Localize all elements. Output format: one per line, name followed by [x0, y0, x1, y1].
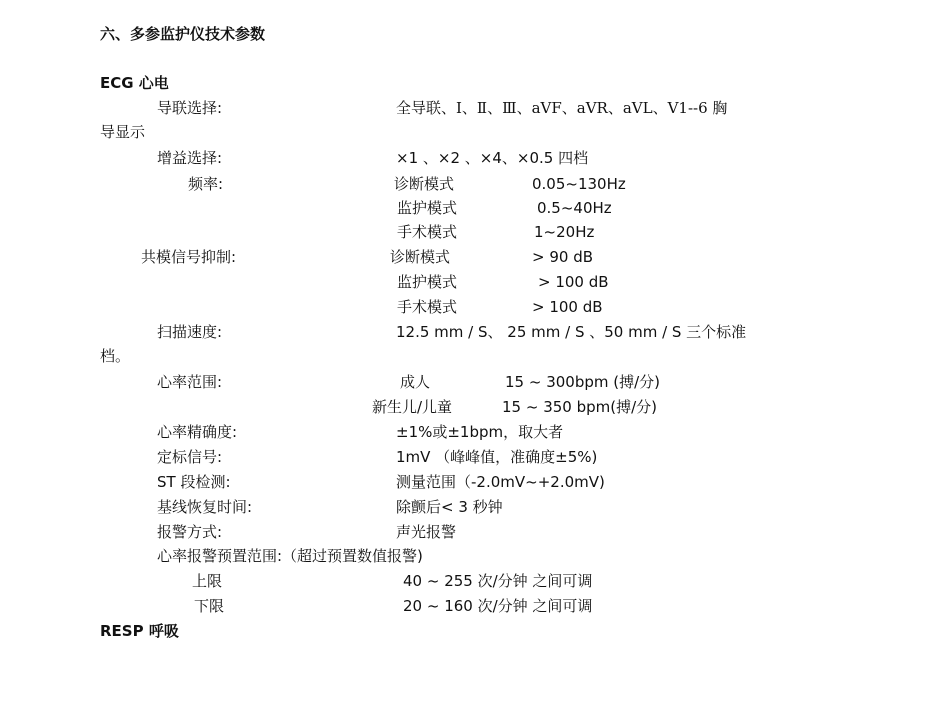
hr-accuracy-value: ±1%或±1bpm，取大者	[396, 423, 564, 441]
cmrr-mode-surgery: 手术模式	[397, 298, 458, 316]
frequency-mode-surgery: 手术模式	[397, 223, 458, 241]
hr-range-value-adult: 15 ~ 300bpm (搏/分)	[505, 373, 661, 391]
hr-range-group-adult: 成人	[400, 373, 431, 391]
baseline-recovery-value: 除颤后< 3 秒钟	[396, 498, 503, 516]
frequency-value-monitor: 0.5~40Hz	[537, 199, 612, 217]
alarm-lower-value: 20 ~ 160 次/分钟 之间可调	[403, 597, 593, 615]
resp-heading: RESP 呼吸	[100, 622, 179, 640]
frequency-mode-diagnostic: 诊断模式	[394, 175, 455, 193]
gain-select-value: ×1 、×2 、×4、×0.5 四档	[396, 149, 589, 167]
gain-select-label: 增益选择:	[157, 149, 223, 167]
baseline-recovery-label: 基线恢复时间:	[157, 498, 253, 516]
document-title: 六、多参监护仪技术参数	[100, 25, 266, 43]
hr-range-value-child: 15 ~ 350 bpm(搏/分)	[502, 398, 658, 416]
cmrr-value-monitor: > 100 dB	[538, 273, 609, 291]
alarm-upper-value: 40 ~ 255 次/分钟 之间可调	[403, 572, 593, 590]
calibration-label: 定标信号:	[157, 448, 223, 466]
alarm-lower-label: 下限	[194, 597, 225, 615]
sweep-speed-label: 扫描速度:	[157, 323, 223, 341]
alarm-mode-label: 报警方式:	[157, 523, 223, 541]
frequency-label: 频率:	[188, 175, 224, 193]
lead-select-label: 导联选择:	[157, 99, 223, 117]
alarm-mode-value: 声光报警	[396, 523, 457, 541]
lead-select-value: 全导联、Ⅰ、Ⅱ、Ⅲ、aVF、aVR、aVL、V1--6 胸	[396, 99, 728, 117]
cmrr-value-diagnostic: > 90 dB	[532, 248, 594, 266]
frequency-mode-monitor: 监护模式	[397, 199, 458, 217]
sweep-speed-value: 12.5 mm / S、 25 mm / S 、50 mm / S 三个标准	[396, 323, 747, 341]
alarm-upper-label: 上限	[192, 572, 223, 590]
alarm-preset-label: 心率报警预置范围:（超过预置数值报警)	[157, 547, 423, 565]
ecg-heading: ECG 心电	[100, 74, 169, 92]
cmrr-mode-diagnostic: 诊断模式	[390, 248, 451, 266]
cmrr-label: 共模信号抑制:	[141, 248, 237, 266]
hr-range-group-child: 新生儿/儿童	[372, 398, 453, 416]
frequency-value-diagnostic: 0.05~130Hz	[532, 175, 626, 193]
cmrr-mode-monitor: 监护模式	[397, 273, 458, 291]
st-detection-value: 测量范围（-2.0mV~+2.0mV)	[396, 473, 605, 491]
cmrr-value-surgery: > 100 dB	[532, 298, 603, 316]
calibration-value: 1mV （峰峰值，准确度±5%)	[396, 448, 598, 466]
frequency-value-surgery: 1~20Hz	[534, 223, 595, 241]
lead-select-wrap: 导显示	[100, 123, 146, 141]
hr-accuracy-label: 心率精确度:	[157, 423, 238, 441]
sweep-speed-wrap: 档。	[100, 347, 131, 365]
st-detection-label: ST 段检测:	[157, 473, 231, 491]
hr-range-label: 心率范围:	[157, 373, 223, 391]
